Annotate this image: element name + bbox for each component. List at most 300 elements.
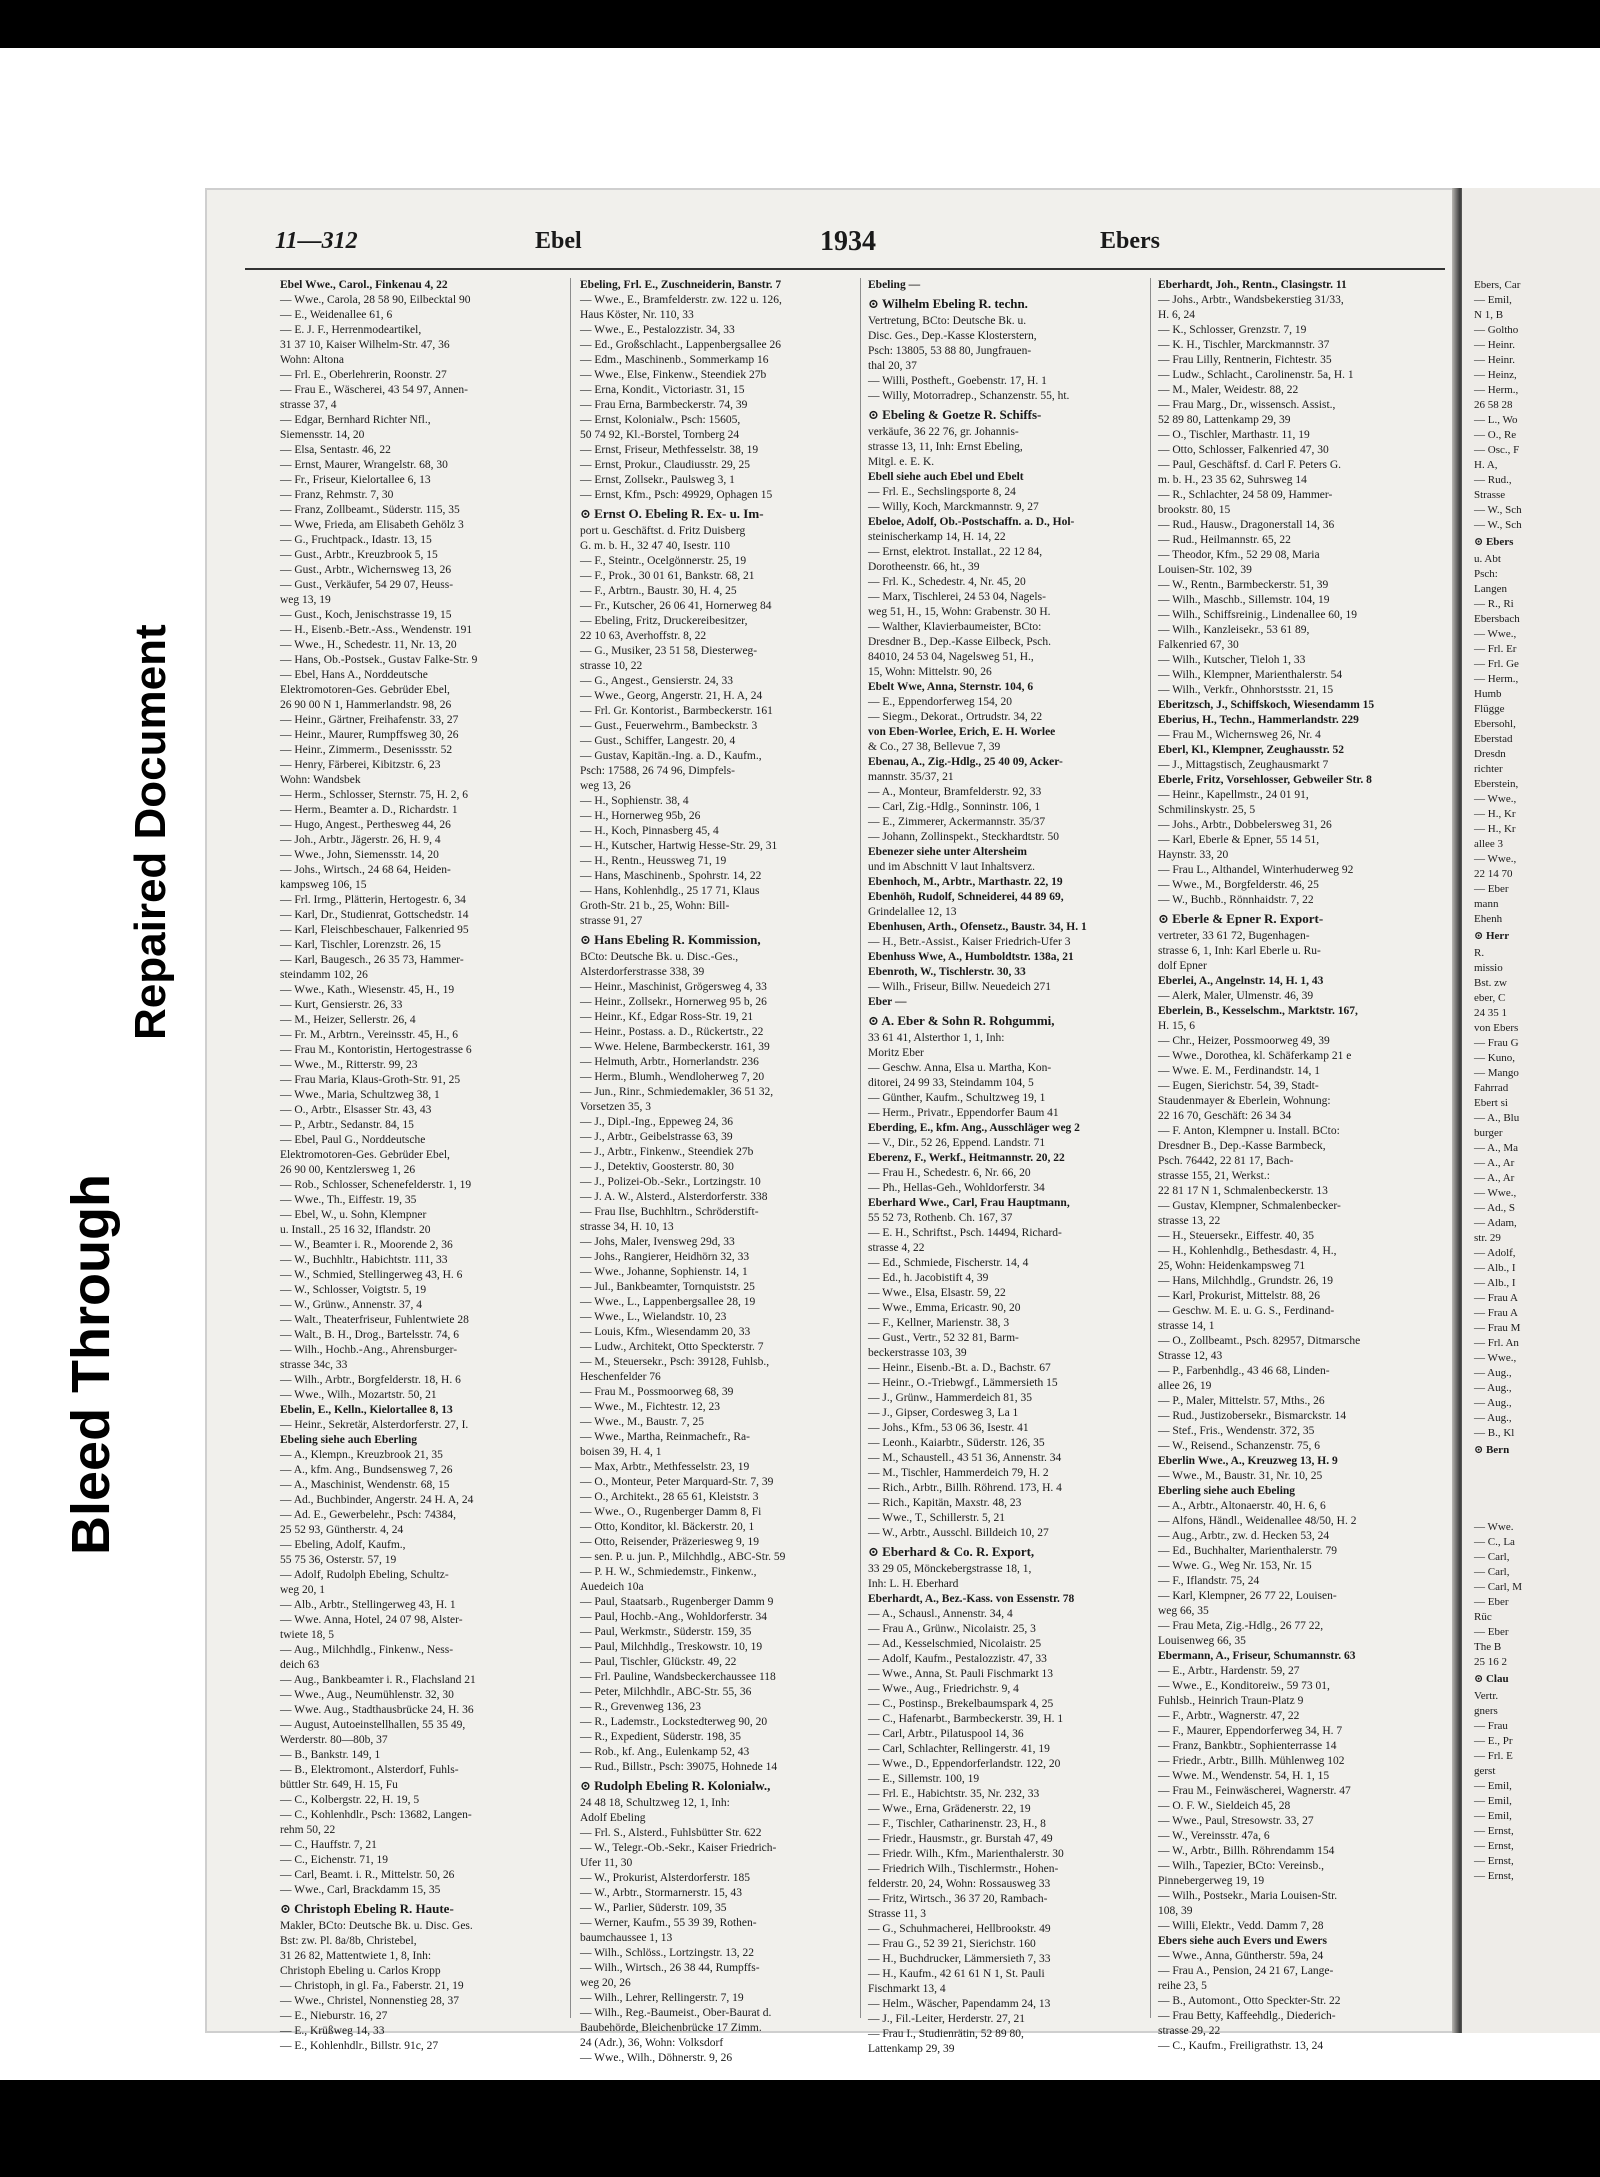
- facing-page-entry: — Frl. An: [1474, 1337, 1519, 1349]
- directory-entry: Ebeling, Frl. E., Zuschneiderin, Banstr. 7: [580, 279, 782, 291]
- directory-column-1: [280, 278, 560, 2052]
- directory-entry: — W., Schlosser, Voigtstr. 5, 19: [280, 1284, 427, 1296]
- directory-entry: — Gust., Arbtr., Kreuzbrook 5, 15: [280, 549, 438, 561]
- directory-entry: Ebenezer siehe unter Altersheim: [868, 846, 1027, 858]
- facing-page-entry: N 1, B: [1474, 309, 1504, 321]
- directory-entry: — B., Bankstr. 149, 1: [280, 1749, 381, 1761]
- directory-entry: — Wwe., Carl, Brackdamm 15, 35: [280, 1884, 441, 1896]
- directory-entry: — Erna, Kondit., Victoriastr. 31, 15: [580, 384, 745, 396]
- directory-entry: Psch: 17588, 26 74 96, Dimpfels-: [580, 765, 735, 777]
- directory-entry: — Fritz, Wirtsch., 36 37 20, Rambach-: [868, 1893, 1048, 1905]
- directory-entry: — Frau Meta, Zig.-Hdlg., 26 77 22,: [1158, 1620, 1324, 1632]
- directory-entry: 31 37 10, Kaiser Wilhelm-Str. 47, 36: [280, 339, 450, 351]
- directory-entry: — Helm., Wäscher, Papendamm 24, 13: [868, 1998, 1051, 2010]
- directory-entry: — Heinr., Sekretär, Alsterdorferstr. 27, I.: [280, 1419, 469, 1431]
- directory-entry: — J., Arbtr., Geibelstrasse 63, 39: [580, 1131, 733, 1143]
- directory-entry: — F., Iflandstr. 75, 24: [1158, 1575, 1260, 1587]
- directory-entry: ⊙ Eberhard & Co. R. Export,: [868, 1544, 1035, 1559]
- directory-entry: ⊙ Hans Ebeling R. Kommission,: [580, 932, 761, 947]
- directory-entry: — Carl, Arbtr., Pilatuspool 14, 36: [868, 1728, 1024, 1740]
- directory-entry: — Frau E., Wäscherei, 43 54 97, Annen-: [280, 384, 468, 396]
- directory-entry: — Wwe. Helene, Barmbeckerstr. 161, 39: [580, 1041, 770, 1053]
- directory-entry: — J., Grünw., Hammerdeich 81, 35: [868, 1392, 1033, 1404]
- directory-entry: Dorotheenstr. 66, ht., 39: [868, 561, 980, 573]
- directory-entry: — Stef., Fris., Wendenstr. 372, 35: [1158, 1425, 1315, 1437]
- directory-entry: Ebelt Wwe, Anna, Sternstr. 104, 6: [868, 681, 1034, 693]
- directory-entry: strasse 29, 22: [1158, 2025, 1221, 2037]
- directory-entry: Groth-Str. 21 b., 25, Wohn: Bill-: [580, 900, 730, 912]
- directory-entry: — Frau G., 52 39 21, Sierichstr. 160: [868, 1938, 1036, 1950]
- directory-entry: Christoph Ebeling u. Carlos Kropp: [280, 1965, 441, 1977]
- facing-page-entry: — Wwe.: [1474, 1521, 1514, 1533]
- directory-entry: strasse 10, 22: [580, 660, 643, 672]
- directory-entry: — O. F. W., Sieldeich 45, 28: [1158, 1800, 1291, 1812]
- directory-entry: Ebenhöh, Rudolf, Schneiderei, 44 89 69,: [868, 891, 1064, 903]
- directory-entry: — Wwe., Emma, Ericastr. 90, 20: [868, 1302, 1021, 1314]
- facing-page-entry: — E., Pr: [1474, 1735, 1513, 1747]
- facing-page-entry: — Kuno,: [1474, 1052, 1515, 1064]
- directory-entry: — Walt., B. H., Drog., Bartelsstr. 74, 6: [280, 1329, 460, 1341]
- directory-entry: — Paul, Tischler, Glückstr. 49, 22: [580, 1656, 737, 1668]
- directory-entry: — H., Sophienstr. 38, 4: [580, 795, 689, 807]
- directory-entry: — Rob., Schlosser, Schenefelderstr. 1, 19: [280, 1179, 472, 1191]
- directory-entry: Fuhlsb., Heinrich Traun-Platz 9: [1158, 1695, 1304, 1707]
- directory-entry: — August, Autoeinstellhallen, 55 35 49,: [280, 1719, 466, 1731]
- directory-entry: — W., Telegr.-Ob.-Sekr., Kaiser Friedrich-: [580, 1842, 777, 1854]
- directory-entry: — Wwe., Aug., Friedrichstr. 9, 4: [868, 1683, 1019, 1695]
- directory-entry: — Wwe., M., Baustr. 7, 25: [580, 1416, 705, 1428]
- directory-entry: Eberhardt, A., Bez.-Kass. von Essenstr. 78: [868, 1593, 1075, 1605]
- directory-entry: — H., Kutscher, Hartwig Hesse-Str. 29, 31: [580, 840, 778, 852]
- directory-entry: — Wwe., Christel, Nonnenstieg 28, 37: [280, 1995, 459, 2007]
- facing-page-entry: — Emil,: [1474, 1795, 1512, 1807]
- facing-page-entry: burger: [1474, 1127, 1503, 1139]
- directory-entry: Baubehörde, Bleichenbrücke 17 Zimm.: [580, 2022, 762, 2034]
- directory-entry: — Ludw., Schlacht., Carolinenstr. 5a, H. 1: [1158, 369, 1354, 381]
- directory-entry: — Gustav, Kapitän.-Ing. a. D., Kaufm.,: [580, 750, 762, 762]
- directory-entry: — Aug., Arbtr., zw. d. Hecken 53, 24: [1158, 1530, 1330, 1542]
- directory-entry: 22 16 70, Geschäft: 26 34 34: [1158, 1110, 1292, 1122]
- directory-entry: vertreter, 33 61 72, Bugenhagen-: [1158, 930, 1310, 942]
- directory-entry: reihe 23, 5: [1158, 1980, 1207, 1992]
- facing-page-entry: Strasse: [1474, 489, 1506, 501]
- directory-entry: — Karl, Dr., Studienrat, Gottschedstr. 14: [280, 909, 469, 921]
- year-title: 1934: [820, 226, 876, 257]
- facing-page-entry: — Frau M: [1474, 1322, 1521, 1334]
- facing-page-entry: richter: [1474, 763, 1503, 775]
- directory-entry: — Karl, Eberle & Epner, 55 14 51,: [1158, 834, 1320, 846]
- facing-page-entry: — H., Kr: [1474, 808, 1516, 820]
- directory-entry: — G., Angest., Gensierstr. 24, 33: [580, 675, 734, 687]
- directory-entry: 55 52 73, Rothenb. Ch. 167, 37: [868, 1212, 1013, 1224]
- facing-page-entry: — Frau A: [1474, 1292, 1518, 1304]
- directory-entry: strasse 13, 11, Inh: Ernst Ebeling,: [868, 441, 1023, 453]
- directory-entry: — Wwe., Georg, Angerstr. 21, H. A, 24: [580, 690, 763, 702]
- directory-entry: — Frl. Gr. Kontorist., Barmbeckerstr. 161: [580, 705, 773, 717]
- directory-entry: — E., Nieburstr. 16, 27: [280, 2010, 388, 2022]
- facing-page-entry: Bst. zw: [1474, 977, 1507, 989]
- directory-entry: — Willy, Motorradrep., Schanzenstr. 55, ht.: [868, 390, 1070, 402]
- bleed-through-label: Bleed Through: [61, 1174, 121, 1555]
- directory-entry: — Gust., Arbtr., Wichernsweg 13, 26: [280, 564, 452, 576]
- directory-entry: 33 61 41, Alsterthor 1, 1, Inh:: [868, 1032, 1005, 1044]
- directory-entry: büttler Str. 649, H. 15, Fu: [280, 1779, 398, 1791]
- directory-entry: 25, Wohn: Heidenkampsweg 71: [1158, 1260, 1306, 1272]
- directory-entry: — Adolf, Rudolph Ebeling, Schultz-: [280, 1569, 449, 1581]
- directory-entry: — F. Anton, Klempner u. Install. BCto:: [1158, 1125, 1340, 1137]
- directory-entry: — E. H., Schriftst., Psch. 14494, Richard-: [868, 1227, 1062, 1239]
- facing-page-entry: — Herm.,: [1474, 673, 1519, 685]
- directory-entry: — Wwe., Wilh., Döhnerstr. 9, 26: [580, 2052, 733, 2064]
- facing-page-entry: — Adam,: [1474, 1217, 1517, 1229]
- directory-entry: — Christoph, in gl. Fa., Faberstr. 21, 19: [280, 1980, 464, 1992]
- facing-page-entry: — Eber: [1474, 1626, 1509, 1638]
- directory-entry: — Geschw. M. E. u. G. S., Ferdinand-: [1158, 1305, 1335, 1317]
- directory-entry: — J., Fil.-Leiter, Herderstr. 27, 21: [868, 2013, 1025, 2025]
- directory-entry: Adolf Ebeling: [580, 1812, 646, 1824]
- facing-page-entry: — Herm.,: [1474, 384, 1519, 396]
- directory-entry: — Wwe. Aug., Stadthausbrücke 24, H. 36: [280, 1704, 474, 1716]
- facing-page-entry: ⊙ Ebers: [1474, 536, 1514, 548]
- facing-page-entry: — Wwe.,: [1474, 1352, 1517, 1364]
- directory-entry: — Leonh., Kaiarbtr., Süderstr. 126, 35: [868, 1437, 1045, 1449]
- facing-page-entry: — Aug.,: [1474, 1382, 1512, 1394]
- directory-entry: — O., Tischler, Marthastr. 11, 19: [1158, 429, 1310, 441]
- directory-entry: — Willi, Elektr., Vedd. Damm 7, 28: [1158, 1920, 1324, 1932]
- directory-entry: Ebeling siehe auch Eberling: [280, 1434, 418, 1446]
- directory-entry: — O., Monteur, Peter Marquard-Str. 7, 39: [580, 1476, 774, 1488]
- directory-entry: — Gustav, Klempner, Schmalenbecker-: [1158, 1200, 1341, 1212]
- directory-entry: — Wilh., Arbtr., Borgfelderstr. 18, H. 6: [280, 1374, 461, 1386]
- facing-page-entry: [1474, 1505, 1594, 1520]
- directory-entry: — Ad., Kesselschmied, Nicolaistr. 25: [868, 1638, 1042, 1650]
- directory-entry: — G., Fruchtpack., Idastr. 13, 15: [280, 534, 432, 546]
- facing-page-entry: Ebers, Car: [1474, 279, 1521, 291]
- directory-entry: — E., Zimmerer, Ackermannstr. 35/37: [868, 816, 1046, 828]
- directory-entry: — O., Zollbeamt., Psch. 82957, Ditmarsche: [1158, 1335, 1361, 1347]
- facing-page-entry: ⊙ Bern: [1474, 1444, 1510, 1456]
- directory-entry: — Hans, Ob.-Postsek., Gustav Falke-Str. 9: [280, 654, 478, 666]
- directory-entry: — Wwe., T., Schillerstr. 5, 21: [868, 1512, 1006, 1524]
- directory-entry: — M., Maler, Weidestr. 88, 22: [1158, 384, 1299, 396]
- facing-page-entry: — Mango: [1474, 1067, 1519, 1079]
- directory-entry: — sen. P. u. jun. P., Milchhdlg., ABC-Str. 59: [580, 1551, 786, 1563]
- directory-entry: — Wwe., Wilh., Mozartstr. 50, 21: [280, 1389, 437, 1401]
- directory-entry: — Wwe., Johanne, Sophienstr. 14, 1: [580, 1266, 748, 1278]
- facing-page-entry: — Ernst,: [1474, 1840, 1514, 1852]
- directory-entry: — Wwe., John, Siemensstr. 14, 20: [280, 849, 439, 861]
- directory-entry: — Walther, Klavierbaumeister, BCto:: [868, 621, 1042, 633]
- directory-entry: — W., Reisend., Schanzenstr. 75, 6: [1158, 1440, 1320, 1452]
- directory-entry: — W., Arbtr., Stormarnerstr. 15, 43: [580, 1887, 742, 1899]
- directory-entry: strasse 13, 22: [1158, 1215, 1221, 1227]
- directory-entry: — Ernst, elektrot. Installat., 22 12 84,: [868, 546, 1043, 558]
- directory-entry: — Ebeling, Adolf, Kaufm.,: [280, 1539, 406, 1551]
- facing-page-entry: — W., Sch: [1474, 519, 1522, 531]
- directory-entry: Lattenkamp 29, 39: [868, 2043, 955, 2055]
- directory-entry: — O., Arbtr., Elsasser Str. 43, 43: [280, 1104, 432, 1116]
- directory-entry: strasse 4, 22: [868, 1242, 925, 1254]
- directory-entry: — Karl, Fleischbeschauer, Falkenried 95: [280, 924, 469, 936]
- facing-page-entry: — A., Ma: [1474, 1142, 1518, 1154]
- directory-entry: — G., Schuhmacherei, Hellbrookstr. 49: [868, 1923, 1051, 1935]
- facing-page-entry: — Aug.,: [1474, 1412, 1512, 1424]
- facing-page-entry: — Frl. Ge: [1474, 658, 1519, 670]
- directory-entry: — Friedr., Arbtr., Billh. Mühlenweg 102: [1158, 1755, 1345, 1767]
- facing-page-entry: — Ernst,: [1474, 1870, 1514, 1882]
- facing-page-entry: Fahrrad: [1474, 1082, 1509, 1094]
- directory-entry: — Rud., Justizobersekr., Bismarckstr. 14: [1158, 1410, 1347, 1422]
- directory-entry: Eberlin Wwe., A., Kreuzweg 13, H. 9: [1158, 1455, 1338, 1467]
- directory-entry: — H., Hornerweg 95b, 26: [580, 810, 701, 822]
- directory-column-4: [1158, 278, 1438, 2052]
- directory-entry: — Frau Betty, Kaffeehdlg., Diederich-: [1158, 2010, 1336, 2022]
- directory-entry: — Peter, Milchhdlr., ABC-Str. 55, 36: [580, 1686, 752, 1698]
- directory-entry: — Alerk, Maler, Ulmenstr. 46, 39: [1158, 990, 1314, 1002]
- directory-entry: — P. H. W., Schmiedemstr., Finkenw.,: [580, 1566, 757, 1578]
- directory-entry: — Ludw., Architekt, Otto Speckterstr. 7: [580, 1341, 764, 1353]
- directory-entry: Eberitzsch, J., Schiffskoch, Wiesendamm 15: [1158, 699, 1375, 711]
- directory-entry: 26 90 00, Kentzlersweg 1, 26: [280, 1164, 416, 1176]
- directory-entry: mannstr. 35/37, 21: [868, 771, 954, 783]
- directory-entry: Eberlein, B., Kesselschm., Marktstr. 167,: [1158, 1005, 1358, 1017]
- directory-entry: Ebenhusen, Arth., Ofensetz., Baustr. 34, H. 1: [868, 921, 1087, 933]
- facing-page-entry: — Emil,: [1474, 1780, 1512, 1792]
- facing-page-entry: — Aug.,: [1474, 1397, 1512, 1409]
- directory-entry: — Johs., Wirtsch., 24 68 64, Heiden-: [280, 864, 451, 876]
- directory-entry: — E., Weidenallee 61, 6: [280, 309, 393, 321]
- facing-page-entry: — Ernst,: [1474, 1855, 1514, 1867]
- directory-entry: Dresdner B., Dep.-Kasse Barmbeck,: [1158, 1140, 1326, 1152]
- directory-entry: — P., Arbtr., Sedanstr. 84, 15: [280, 1119, 414, 1131]
- directory-entry: — Frl. K., Schedestr. 4, Nr. 45, 20: [868, 576, 1026, 588]
- directory-entry: — C., Postinsp., Brekelbaumspark 4, 25: [868, 1698, 1054, 1710]
- directory-entry: — Frau M., Feinwäscherei, Wagnerstr. 47: [1158, 1785, 1351, 1797]
- facing-page-entry: allee 3: [1474, 838, 1504, 850]
- directory-entry: — Ebeling, Fritz, Druckereibesitzer,: [580, 615, 748, 627]
- directory-entry: — Heinr., Gärtner, Freihafenstr. 33, 27: [280, 714, 459, 726]
- directory-entry: 22 81 17 N 1, Schmalenbeckerstr. 13: [1158, 1185, 1328, 1197]
- facing-page-entry: — Alb., I: [1474, 1262, 1516, 1274]
- directory-entry: Ebenau, A., Zig.-Hdlg., 25 40 09, Acker-: [868, 756, 1063, 768]
- directory-entry: — W., Rentn., Barmbeckerstr. 51, 39: [1158, 579, 1329, 591]
- directory-entry: thal 20, 37: [868, 360, 917, 372]
- directory-entry: — Wwe., D., Eppendorferlandstr. 122, 20: [868, 1758, 1061, 1770]
- facing-page-entry: [1474, 1460, 1594, 1475]
- directory-entry: — Ph., Hellas-Geh., Wohldorferstr. 34: [868, 1182, 1045, 1194]
- directory-entry: — Otto, Konditor, kl. Bäckerstr. 20, 1: [580, 1521, 755, 1533]
- facing-page-entry: — Adolf,: [1474, 1247, 1516, 1259]
- facing-page-entry: — Wwe.,: [1474, 1187, 1517, 1199]
- directory-entry: 15, Wohn: Mittelstr. 90, 26: [868, 666, 992, 678]
- directory-entry: — M., Heizer, Sellerstr. 26, 4: [280, 1014, 416, 1026]
- directory-entry: weg 66, 35: [1158, 1605, 1209, 1617]
- directory-entry: ⊙ Wilhelm Ebeling R. techn.: [868, 296, 1028, 311]
- directory-entry: — Helmuth, Arbtr., Hornerlandstr. 236: [580, 1056, 759, 1068]
- directory-entry: — Wwe., H., Schedestr. 11, Nr. 13, 20: [280, 639, 457, 651]
- directory-entry: — Friedr., Hausmstr., gr. Burstah 47, 49: [868, 1833, 1053, 1845]
- facing-page-entry: — A., Ar: [1474, 1157, 1515, 1169]
- directory-entry: — Werner, Kaufm., 55 39 39, Rothen-: [580, 1917, 757, 1929]
- directory-entry: Eberlei, A., Angelnstr. 14, H. 1, 43: [1158, 975, 1324, 987]
- directory-entry: Pinnebergerweg 19, 19: [1158, 1875, 1265, 1887]
- directory-entry: — Frau Lilly, Rentnerin, Fichtestr. 35: [1158, 354, 1332, 366]
- facing-page-entry: — Eber: [1474, 1596, 1509, 1608]
- directory-entry: — M., Schaustell., 43 51 36, Annenstr. 34: [868, 1452, 1062, 1464]
- directory-entry: — Frau M., Kontoristin, Hertogestrasse 6: [280, 1044, 472, 1056]
- directory-entry: — Frau Maria, Klaus-Groth-Str. 91, 25: [280, 1074, 461, 1086]
- directory-entry: — Hans, Kohlenhdlg., 25 17 71, Klaus: [580, 885, 760, 897]
- directory-entry: — Jun., Rinr., Schmiedemakler, 36 51 32,: [580, 1086, 774, 1098]
- directory-entry: — Rud., Billstr., Psch: 39075, Hohnede 14: [580, 1761, 778, 1773]
- directory-entry: — Jul., Bankbeamter, Tornquiststr. 25: [580, 1281, 755, 1293]
- directory-entry: — Frau Erna, Barmbeckerstr. 74, 39: [580, 399, 748, 411]
- directory-entry: 52 89 80, Lattenkamp 29, 39: [1158, 414, 1291, 426]
- directory-entry: Ebeloe, Adolf, Ob.-Postschaffn. a. D., Hol-: [868, 516, 1075, 528]
- directory-entry: — Friedrich Wilh., Tischlermstr., Hohen-: [868, 1863, 1059, 1875]
- directory-entry: — Ernst, Kolonialw., Psch: 15605,: [580, 414, 741, 426]
- directory-entry: u. Install., 25 16 32, Iflandstr. 20: [280, 1224, 431, 1236]
- directory-entry: Bst: zw. Pl. 8a/8b, Christebel,: [280, 1935, 417, 1947]
- directory-entry: — Willy, Koch, Marckmannstr. 9, 27: [868, 501, 1039, 513]
- directory-entry: — F., Kellner, Marienstr. 38, 3: [868, 1317, 1010, 1329]
- facing-page-entry: — Goltho: [1474, 324, 1519, 336]
- directory-entry: steindamm 102, 26: [280, 969, 368, 981]
- facing-page-entry: gners: [1474, 1705, 1498, 1717]
- directory-entry: — A., Monteur, Bramfelderstr. 92, 33: [868, 786, 1042, 798]
- directory-entry: — J., Detektiv, Goosterstr. 80, 30: [580, 1161, 734, 1173]
- directory-entry: — A., kfm. Ang., Bundsensweg 7, 26: [280, 1464, 453, 1476]
- directory-entry: 33 29 05, Mönckebergstrasse 18, 1,: [868, 1563, 1032, 1575]
- directory-entry: — Frl. E., Habichtstr. 35, Nr. 232, 33: [868, 1788, 1040, 1800]
- directory-entry: — J., Gipser, Cordesweg 3, La 1: [868, 1407, 1019, 1419]
- directory-entry: — Siegm., Dekorat., Ortrudstr. 34, 22: [868, 711, 1043, 723]
- directory-entry: Strasse 12, 43: [1158, 1350, 1223, 1362]
- directory-entry: — Ed., Schmiede, Fischerstr. 14, 4: [868, 1257, 1029, 1269]
- facing-page-entry: — Frau A: [1474, 1307, 1518, 1319]
- directory-entry: — Wwe. Anna, Hotel, 24 07 98, Alster-: [280, 1614, 463, 1626]
- directory-entry: — Heinr., Zimmerm., Desenissstr. 52: [280, 744, 453, 756]
- directory-entry: — Max, Arbtr., Methfesselstr. 23, 19: [580, 1461, 750, 1473]
- facing-page-entry: 25 16 2: [1474, 1656, 1507, 1668]
- facing-page-entry: — Wwe.,: [1474, 793, 1517, 805]
- directory-entry: — H., Rentn., Heussweg 71, 19: [580, 855, 727, 867]
- directory-entry: — Alb., Arbtr., Stellingerweg 43, H. 1: [280, 1599, 456, 1611]
- directory-entry: port u. Geschäftst. d. Fritz Duisberg: [580, 525, 746, 537]
- facing-page-entry: gerst: [1474, 1765, 1496, 1777]
- facing-page-entry: Flügge: [1474, 703, 1505, 715]
- directory-entry: — Wwe. G., Weg Nr. 153, Nr. 15: [1158, 1560, 1312, 1572]
- facing-page-entry: Psch:: [1474, 568, 1498, 580]
- directory-entry: — Wilh., Kanzleisekr., 53 61 89,: [1158, 624, 1310, 636]
- directory-entry: — Wwe., Carola, 28 58 90, Eilbecktal 90: [280, 294, 471, 306]
- directory-entry: Strasse 11, 3: [868, 1908, 927, 1920]
- directory-entry: Ebelin, E., Kelln., Kielortallee 8, 13: [280, 1404, 453, 1416]
- directory-entry: — F., Arbtrn., Baustr. 30, H. 4, 25: [580, 585, 737, 597]
- directory-entry: — Heinr., Kf., Edgar Ross-Str. 19, 21: [580, 1011, 754, 1023]
- directory-entry: Ebenroth, W., Tischlerstr. 30, 33: [868, 966, 1026, 978]
- directory-entry: 24 (Adr.), 36, Wohn: Volksdorf: [580, 2037, 724, 2049]
- facing-page-entry: — B., Kl: [1474, 1427, 1515, 1439]
- directory-entry: — C., Eichenstr. 71, 19: [280, 1854, 388, 1866]
- directory-entry: — Wwe., Erna, Grädenerstr. 22, 19: [868, 1803, 1031, 1815]
- directory-entry: dolf Epner: [1158, 960, 1207, 972]
- directory-entry: — P., Farbenhdlg., 43 46 68, Linden-: [1158, 1365, 1330, 1377]
- directory-entry: — Wwe., E., Bramfelderstr. zw. 122 u. 126,: [580, 294, 782, 306]
- directory-entry: strasse 91, 27: [580, 915, 643, 927]
- directory-entry: Grindelallee 12, 13: [868, 906, 957, 918]
- directory-entry: — Wwe., Martha, Reinmachefr., Ra-: [580, 1431, 750, 1443]
- directory-entry: — Ernst, Friseur, Methfesselstr. 38, 19: [580, 444, 759, 456]
- directory-entry: — Gust., Vertr., 52 32 81, Barm-: [868, 1332, 1019, 1344]
- directory-entry: — Wwe., Dorothea, kl. Schäferkamp 21 e: [1158, 1050, 1352, 1062]
- directory-entry: m. b. H., 23 35 62, Suhrsweg 14: [1158, 474, 1307, 486]
- directory-entry: — Paul, Milchhdlg., Treskowstr. 10, 19: [580, 1641, 763, 1653]
- directory-entry: 50 74 92, Kl.-Borstel, Tornberg 24: [580, 429, 740, 441]
- facing-page-entry: — C., La: [1474, 1536, 1515, 1548]
- directory-entry: — Frau A., Pension, 24 21 67, Lange-: [1158, 1965, 1334, 1977]
- directory-entry: strasse 155, 21, Werkst.:: [1158, 1170, 1270, 1182]
- directory-entry: — W., Arbtr., Ausschl. Billdeich 10, 27: [868, 1527, 1049, 1539]
- directory-entry: — Wwe., Elsa, Elsastr. 59, 22: [868, 1287, 1006, 1299]
- directory-entry: Ebel Wwe., Carol., Finkenau 4, 22: [280, 279, 448, 291]
- directory-entry: — Ed., Buchhalter, Marienthalerstr. 79: [1158, 1545, 1338, 1557]
- directory-entry: kampsweg 106, 15: [280, 879, 367, 891]
- facing-page-column: [1474, 278, 1594, 2018]
- directory-entry: Moritz Eber: [868, 1047, 924, 1059]
- directory-entry: — Aug., Bankbeamter i. R., Flachsland 21: [280, 1674, 476, 1686]
- directory-entry: — Wwe., L., Wielandstr. 10, 23: [580, 1311, 727, 1323]
- directory-entry: — E. J. F., Herrenmodeartikel,: [280, 324, 422, 336]
- facing-page-entry: — Rud.,: [1474, 474, 1512, 486]
- directory-entry: — Paul, Werkmstr., Süderstr. 159, 35: [580, 1626, 752, 1638]
- directory-entry: — Frau H., Schedestr. 6, Nr. 66, 20: [868, 1167, 1031, 1179]
- directory-entry: — Wilh., Reg.-Baumeist., Ober-Baurat d.: [580, 2007, 772, 2019]
- facing-page-entry: [1474, 1490, 1594, 1505]
- directory-entry: 108, 39: [1158, 1905, 1193, 1917]
- facing-page-entry: Ebersbach: [1474, 613, 1520, 625]
- directory-entry: — Johs., Rangierer, Heidhörn 32, 33: [580, 1251, 750, 1263]
- directory-entry: — Wilh., Lehrer, Rellingerstr. 7, 19: [580, 1992, 744, 2004]
- directory-entry: Siemensstr. 14, 20: [280, 429, 365, 441]
- directory-entry: Inh: L. H. Eberhard: [868, 1578, 959, 1590]
- directory-entry: — Frau I., Studienrätin, 52 89 80,: [868, 2028, 1024, 2040]
- directory-entry: — W., Schmied, Stellingerweg 43, H. 6: [280, 1269, 463, 1281]
- directory-entry: — F., Maurer, Eppendorferweg 34, H. 7: [1158, 1725, 1343, 1737]
- directory-entry: — Otto, Reisender, Präzeriesweg 9, 19: [580, 1536, 760, 1548]
- directory-entry: — C., Hafenarbt., Barmbeckerstr. 39, H. 1: [868, 1713, 1064, 1725]
- directory-entry: — H., Buchdrucker, Lämmersieth 7, 33: [868, 1953, 1051, 1965]
- directory-entry: — Rich., Kapitän, Maxstr. 48, 23: [868, 1497, 1022, 1509]
- facing-page-entry: ⊙ Clau: [1474, 1673, 1509, 1685]
- directory-entry: — Paul, Staatsarb., Rugenberger Damm 9: [580, 1596, 774, 1608]
- directory-entry: weg 20, 1: [280, 1584, 326, 1596]
- directory-entry: — Frau A., Grünw., Nicolaistr. 25, 3: [868, 1623, 1036, 1635]
- directory-entry: — Wwe., M., Baustr. 31, Nr. 10, 25: [1158, 1470, 1323, 1482]
- directory-entry: — Frau Ilse, Buchhltrn., Schröderstift-: [580, 1206, 759, 1218]
- directory-column-3: [868, 278, 1148, 2055]
- directory-entry: — Louis, Kfm., Wiesendamm 20, 33: [580, 1326, 751, 1338]
- directory-entry: — H., Betr.-Assist., Kaiser Friedrich-Ufer 3: [868, 936, 1071, 948]
- directory-entry: — Wilh., Schiffsreinig., Lindenallee 60, 19: [1158, 609, 1358, 621]
- directory-entry: — Franz, Rehmstr. 7, 30: [280, 489, 394, 501]
- directory-entry: — Carl, Beamt. i. R., Mittelstr. 50, 26: [280, 1869, 455, 1881]
- facing-page-entry: Ebersohl,: [1474, 718, 1516, 730]
- directory-entry: — H., Eisenb.-Betr.-Ass., Wendenstr. 191: [280, 624, 473, 636]
- directory-entry: H. 6, 24: [1158, 309, 1196, 321]
- left-guide-word: Ebel: [535, 228, 582, 254]
- directory-entry: — O., Architekt., 28 65 61, Kleiststr. 3: [580, 1491, 759, 1503]
